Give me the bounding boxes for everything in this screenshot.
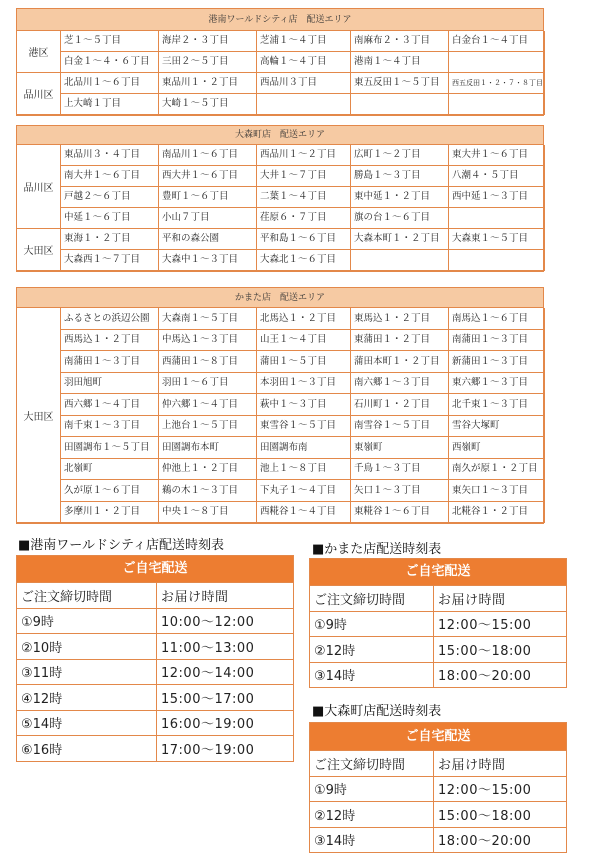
- schedule-row: [310, 636, 566, 662]
- area-cell: 広町１～２丁目: [351, 145, 449, 166]
- area-cell: 羽田１～６丁目: [159, 373, 257, 395]
- area-cell: 山王１～４丁目: [257, 330, 351, 352]
- delivery-time: 17:00～19:00: [161, 742, 255, 758]
- area-body: [17, 308, 543, 523]
- cutoff-time: ⑥16時: [17, 736, 157, 761]
- schedule-title: ■港南ワールドシティ店配送時刻表: [18, 538, 224, 553]
- area-cell: 西中延１～３丁目: [449, 187, 545, 208]
- area-cell: 大森本町１・２丁目: [351, 229, 449, 250]
- area-cell: 西糀谷１～４丁目: [257, 502, 351, 524]
- schedule-header: ご自宅配送: [310, 559, 566, 585]
- area-cell: 大森中１～３丁目: [159, 250, 257, 271]
- area-cell: 高輪１～４丁目: [257, 52, 351, 73]
- area-cell: 矢口１～３丁目: [351, 480, 449, 502]
- area-cell: [351, 94, 449, 115]
- area-cell: 萩中１～３丁目: [257, 394, 351, 416]
- area-cell: 鵜の木１～３丁目: [159, 480, 257, 502]
- area-cell: 南千束１～３丁目: [61, 416, 159, 438]
- cutoff-time: ③11時: [17, 660, 157, 685]
- area-cell: 大森西１～７丁目: [61, 250, 159, 271]
- schedule-row: [310, 585, 566, 611]
- cutoff-time: ②12時: [310, 637, 434, 662]
- schedule-row: [310, 776, 566, 802]
- schedule-header: ご自宅配送: [17, 556, 293, 582]
- area-cell: 田園調布本町: [159, 437, 257, 459]
- delivery-time: 15:00～18:00: [438, 643, 532, 659]
- area-cell: 芝１～５丁目: [61, 31, 159, 52]
- area-cell: [449, 208, 545, 229]
- area-cell: [449, 250, 545, 271]
- column-header-cutoff: ご注文締切時間: [310, 586, 434, 611]
- area-cell: 東中延１・２丁目: [351, 187, 449, 208]
- schedule-row: [17, 582, 293, 608]
- area-cell: 大森北１～６丁目: [257, 250, 351, 271]
- schedule-header: ご自宅配送: [310, 723, 566, 750]
- area-cell: [449, 94, 545, 115]
- area-cell: 西蒲田１～８丁目: [159, 351, 257, 373]
- area-cell: 千鳥１～３丁目: [351, 459, 449, 481]
- cutoff-time: ③14時: [310, 828, 434, 853]
- area-cell: 東品川１・２丁目: [159, 73, 257, 94]
- cutoff-time: ②10時: [17, 634, 157, 659]
- cutoff-time: ②12時: [310, 802, 434, 827]
- area-cell: [351, 250, 449, 271]
- schedule-row: [310, 801, 566, 827]
- column-header-delivery: お届け時間: [438, 592, 506, 608]
- area-cell: 大崎１～５丁目: [159, 94, 257, 115]
- delivery-area-table: [16, 287, 544, 524]
- area-cell: 港南１～４丁目: [351, 52, 449, 73]
- area-cell: 西馬込１・２丁目: [61, 330, 159, 352]
- area-cell: 南麻布２・３丁目: [351, 31, 449, 52]
- area-cell: 久が原１～６丁目: [61, 480, 159, 502]
- area-cell: 多摩川１・２丁目: [61, 502, 159, 524]
- area-cell: 東六郷１～３丁目: [449, 373, 545, 395]
- area-cell: 八潮４・５丁目: [449, 166, 545, 187]
- schedule-row: [17, 684, 293, 710]
- delivery-time: 18:00～20:00: [438, 834, 532, 850]
- area-cell: 羽田旭町: [61, 373, 159, 395]
- area-cell: 仲池上１・２丁目: [159, 459, 257, 481]
- delivery-time: 16:00～19:00: [161, 717, 255, 733]
- area-title: 大森町店 配送エリア: [17, 126, 543, 145]
- column-header-delivery: お届け時間: [438, 757, 506, 773]
- area-cell: 田園調布南: [257, 437, 351, 459]
- delivery-time: 11:00～13:00: [161, 640, 255, 656]
- cutoff-time: ①9時: [310, 612, 434, 637]
- column-header-cutoff: ご注文締切時間: [310, 751, 434, 776]
- area-cell: 旗の台１～６丁目: [351, 208, 449, 229]
- area-cell: 東糀谷１～６丁目: [351, 502, 449, 524]
- area-cell: 西嶺町: [449, 437, 545, 459]
- delivery-time: 15:00～18:00: [438, 808, 532, 824]
- area-cell: 石川町１・２丁目: [351, 394, 449, 416]
- delivery-time: 18:00～20:00: [438, 669, 532, 685]
- area-cell: 大森南１～５丁目: [159, 308, 257, 330]
- area-cell: 下丸子１～４丁目: [257, 480, 351, 502]
- delivery-area-table: [16, 8, 544, 116]
- area-cell: 豊町１～６丁目: [159, 187, 257, 208]
- area-cell: 海岸２・３丁目: [159, 31, 257, 52]
- cutoff-time: ④12時: [17, 685, 157, 710]
- schedule-row: [17, 659, 293, 685]
- schedule-row: [310, 827, 566, 853]
- area-cell: 大井１～７丁目: [257, 166, 351, 187]
- cutoff-time: ①9時: [310, 777, 434, 802]
- delivery-time: 15:00～17:00: [161, 691, 255, 707]
- area-cell: 中馬込１～３丁目: [159, 330, 257, 352]
- schedule-row: [310, 611, 566, 637]
- area-cell: 雪谷大塚町: [449, 416, 545, 438]
- area-cell: 白金台１～４丁目: [449, 31, 545, 52]
- area-cell: 東嶺町: [351, 437, 449, 459]
- ward-label: 大田区: [17, 308, 61, 523]
- area-cell: 小山７丁目: [159, 208, 257, 229]
- area-cell: 南品川１～６丁目: [159, 145, 257, 166]
- area-cell: [449, 52, 545, 73]
- area-cell: 東雪谷１～５丁目: [257, 416, 351, 438]
- area-cell: 東五反田１～５丁目: [351, 73, 449, 94]
- area-cell: 中央１～８丁目: [159, 502, 257, 524]
- schedule-row: [17, 735, 293, 761]
- cutoff-time: ③14時: [310, 663, 434, 688]
- schedule-title: ■大森町店配送時刻表: [312, 704, 442, 719]
- delivery-area-table: [16, 125, 544, 272]
- area-cell: 南久が原１・２丁目: [449, 459, 545, 481]
- area-cell: 勝島１～３丁目: [351, 166, 449, 187]
- area-cell: 西品川３丁目: [257, 73, 351, 94]
- area-title: 港南ワールドシティ店 配送エリア: [17, 9, 543, 31]
- schedule-row: [17, 608, 293, 634]
- area-body: [17, 31, 543, 115]
- ward-label: 港区: [17, 31, 61, 73]
- area-cell: 三田２～５丁目: [159, 52, 257, 73]
- area-cell: 東品川３・４丁目: [61, 145, 159, 166]
- schedule-table: [309, 558, 567, 688]
- area-cell: 北糀谷１・２丁目: [449, 502, 545, 524]
- area-cell: 北嶺町: [61, 459, 159, 481]
- schedule-table: [309, 722, 567, 853]
- area-cell: 中延１～６丁目: [61, 208, 159, 229]
- area-cell: 池上１～８丁目: [257, 459, 351, 481]
- area-cell: 蒲田本町１・２丁目: [351, 351, 449, 373]
- area-cell: 二葉１～４丁目: [257, 187, 351, 208]
- ward-label: 大田区: [17, 229, 61, 271]
- area-cell: 蒲田１～５丁目: [257, 351, 351, 373]
- delivery-time: 12:00～15:00: [438, 783, 532, 799]
- delivery-time: 12:00～14:00: [161, 666, 255, 682]
- delivery-time: 10:00～12:00: [161, 615, 255, 631]
- area-cell: 北千束１～３丁目: [449, 394, 545, 416]
- area-cell: 仲六郷１～４丁目: [159, 394, 257, 416]
- area-title: かまた店 配送エリア: [17, 288, 543, 308]
- area-cell: 東大井１～６丁目: [449, 145, 545, 166]
- area-cell: 南蒲田１～３丁目: [61, 351, 159, 373]
- area-cell: 戸越２～６丁目: [61, 187, 159, 208]
- schedule-title: ■かまた店配送時刻表: [312, 542, 442, 557]
- area-cell: 上大崎１丁目: [61, 94, 159, 115]
- area-cell: 西品川１～２丁目: [257, 145, 351, 166]
- ward-label: 品川区: [17, 73, 61, 115]
- area-cell: 上池台１～５丁目: [159, 416, 257, 438]
- cutoff-time: ①9時: [17, 609, 157, 634]
- ward-label: 品川区: [17, 145, 61, 229]
- area-cell: 東馬込１・２丁目: [351, 308, 449, 330]
- area-cell: 田園調布１～５丁目: [61, 437, 159, 459]
- area-body: [17, 145, 543, 271]
- area-cell: 西五反田１・２・７・８丁目: [449, 73, 545, 94]
- area-cell: 南雪谷１～５丁目: [351, 416, 449, 438]
- area-cell: 南六郷１～３丁目: [351, 373, 449, 395]
- area-cell: 南蒲田１～３丁目: [449, 330, 545, 352]
- area-cell: 東蒲田１・２丁目: [351, 330, 449, 352]
- area-cell: [257, 94, 351, 115]
- schedule-row: [17, 710, 293, 736]
- area-cell: 北品川１～６丁目: [61, 73, 159, 94]
- area-cell: 平和の森公園: [159, 229, 257, 250]
- area-cell: 新蒲田１～３丁目: [449, 351, 545, 373]
- cutoff-time: ⑤14時: [17, 711, 157, 736]
- area-cell: 西大井１～６丁目: [159, 166, 257, 187]
- area-cell: 本羽田１～３丁目: [257, 373, 351, 395]
- delivery-time: 12:00～15:00: [438, 618, 532, 634]
- area-cell: 東矢口１～３丁目: [449, 480, 545, 502]
- area-cell: 平和島１～６丁目: [257, 229, 351, 250]
- area-cell: 白金１～４・６丁目: [61, 52, 159, 73]
- area-cell: 北馬込１・２丁目: [257, 308, 351, 330]
- area-cell: 芝浦１～４丁目: [257, 31, 351, 52]
- area-cell: 大森東１～５丁目: [449, 229, 545, 250]
- area-cell: 西六郷１～４丁目: [61, 394, 159, 416]
- area-cell: ふるさとの浜辺公園: [61, 308, 159, 330]
- schedule-row: [310, 662, 566, 688]
- schedule-table: [16, 555, 294, 762]
- column-header-cutoff: ご注文締切時間: [17, 583, 157, 608]
- area-cell: 東海１・２丁目: [61, 229, 159, 250]
- area-cell: 南馬込１～６丁目: [449, 308, 545, 330]
- schedule-row: [17, 633, 293, 659]
- area-cell: 南大井１～６丁目: [61, 166, 159, 187]
- schedule-row: [310, 750, 566, 776]
- column-header-delivery: お届け時間: [161, 589, 229, 605]
- area-cell: 荏原６・７丁目: [257, 208, 351, 229]
